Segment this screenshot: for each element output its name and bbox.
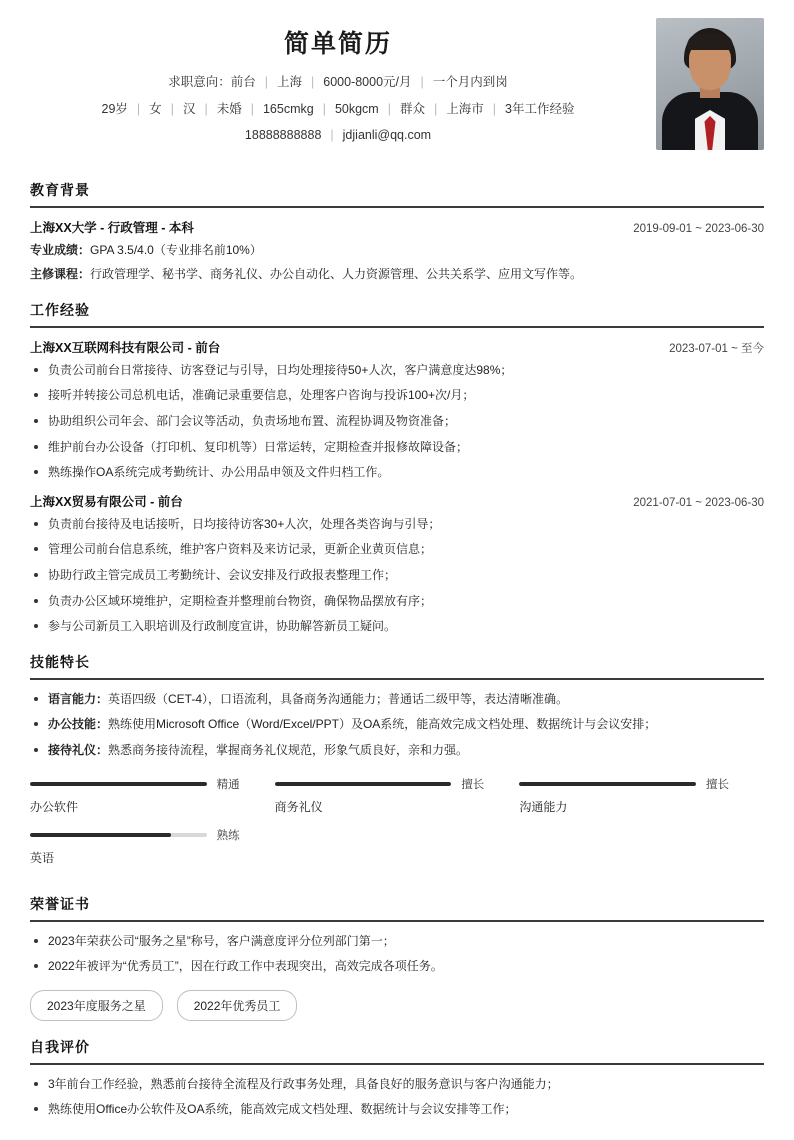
list-item: 接听并转接公司总机电话，准确记录重要信息，处理客户咨询与投诉100+次/月； (30, 386, 764, 405)
list-item: 熟练操作OA系统完成考勤统计、办公用品申领及文件归档工作。 (30, 463, 764, 482)
list-item: 负责前台接待及电话接听，日均接待访客30+人次，处理各类咨询与引导； (30, 515, 764, 534)
status-badge[interactable]: 2023年度服务之星 (30, 990, 163, 1021)
info-ethnicity: 汉 (182, 101, 196, 116)
education-school: 上海XX大学 - 行政管理 - 本科 (30, 220, 194, 235)
list-item: 熟练使用Office办公软件及OA系统，能高效完成文档处理、数据统计与会议安排等工作； (30, 1100, 764, 1119)
divider: | (330, 128, 334, 142)
divider: | (264, 75, 268, 89)
job-company: 上海XX互联网科技有限公司 - 前台 (30, 340, 221, 355)
avatar (656, 18, 764, 150)
experience-job (30, 338, 764, 482)
info-phone: 18888888888 (244, 128, 322, 142)
education-courses (30, 265, 764, 284)
skill-track (30, 833, 207, 837)
skill-label: 办公技能： (48, 717, 109, 732)
header-info-line-1 (30, 74, 646, 92)
skill-bar-row (519, 776, 740, 792)
section-title-experience: 工作经验 (30, 300, 764, 328)
info-political: 群众 (399, 101, 425, 116)
section-honors (30, 894, 764, 1021)
education-gpa-value: GPA 3.5/4.0（专业排名前10%） (90, 242, 262, 257)
education-entry-head (30, 218, 764, 236)
skill-text: 熟悉商务接待流程，掌握商务礼仪规范，形象气质良好，亲和力强。 (108, 743, 469, 757)
section-title-self-evaluation: 自我评价 (30, 1037, 764, 1065)
list-item: 负责办公区域环境维护，定期检查并整理前台物资，确保物品摆放有序； (30, 592, 764, 611)
experience-job (30, 492, 764, 636)
header-main (30, 18, 646, 154)
info-age: 29岁 (101, 101, 128, 116)
info-intent: 求职意向：前台 (168, 75, 256, 89)
job-date: 2023-07-01 ~ 至今 (669, 342, 764, 355)
divider: | (387, 101, 391, 116)
divider: | (170, 101, 174, 116)
skill-bar-row (30, 776, 251, 792)
section-title-skills: 技能特长 (30, 652, 764, 680)
skill-track (275, 782, 452, 786)
list-item: 2023年荣获公司“服务之星”称号，客户满意度评分位列部门第一； (30, 932, 764, 951)
section-title-education: 教育背景 (30, 180, 764, 208)
skill-level: 熟练 (216, 829, 240, 842)
honor-list (30, 932, 764, 976)
job-head (30, 338, 764, 356)
skill-level: 擅长 (705, 778, 729, 791)
skill-bar-item (275, 776, 520, 815)
skill-fill (30, 833, 171, 837)
list-item: 负责公司前台日常接待、访客登记与引导，日均处理接待50+人次，客户满意度达98%； (30, 361, 764, 380)
skill-track (519, 782, 696, 786)
resume-header (30, 18, 764, 164)
skill-bar-item (519, 776, 764, 815)
skill-list (30, 690, 764, 760)
divider: | (136, 101, 141, 116)
info-marital: 未婚 (216, 101, 242, 116)
self-eval-list (30, 1075, 764, 1119)
education-gpa-label: 专业成绩： (30, 242, 91, 257)
list-item: 参与公司新员工入职培训及行政制度宣讲，协助解答新员工疑问。 (30, 617, 764, 636)
list-item: 协助行政主管完成员工考勤统计、会议安排及行政报表整理工作； (30, 566, 764, 585)
skill-bar-item (30, 827, 275, 866)
info-height: 165cmkg (262, 101, 314, 116)
list-item: 3年前台工作经验，熟悉前台接待全流程及行政事务处理，具备良好的服务意识与客户沟通能力； (30, 1075, 764, 1094)
skill-label: 接待礼仪： (48, 743, 109, 757)
job-duty-list (30, 515, 764, 636)
skill-name: 商务礼仪 (274, 799, 323, 814)
list-item: 2022年被评为“优秀员工”，因在行政工作中表现突出，高效完成各项任务。 (30, 957, 764, 976)
divider: | (434, 101, 438, 116)
skill-level: 擅长 (461, 778, 485, 791)
divider: | (311, 75, 315, 89)
divider: | (250, 101, 254, 116)
info-years: 3年工作经验 (505, 101, 575, 116)
info-availability: 一个月内到岗 (432, 75, 508, 89)
divider: | (204, 101, 208, 116)
page-title: 简单简历 (283, 30, 392, 58)
skill-bar-row (30, 827, 251, 843)
info-hometown: 上海市 (446, 101, 484, 116)
skill-name: 办公软件 (30, 799, 79, 814)
status-badge[interactable]: 2022年优秀员工 (177, 990, 298, 1021)
skill-fill (30, 782, 207, 786)
list-item: 协助组织公司年会、部门会议等活动，负责场地布置、流程协调及物资准备； (30, 412, 764, 431)
list-item: 维护前台办公设备（打印机、复印机等）日常运转，定期检查并报修故障设备； (30, 438, 764, 457)
list-item (30, 741, 764, 760)
avatar-hair-front (687, 34, 733, 50)
header-info-line-2 (30, 101, 646, 119)
job-head (30, 492, 764, 510)
skill-name: 沟通能力 (519, 799, 568, 814)
divider: | (322, 101, 326, 116)
info-salary: 6000-8000元/月 (323, 75, 412, 89)
education-courses-value: 行政管理学、秘书学、商务礼仪、办公自动化、人力资源管理、公共关系学、应用文写作等。 (90, 266, 583, 281)
page-bottom-spacer (30, 1126, 764, 1140)
education-courses-label: 主修课程： (30, 266, 91, 281)
skill-bar-row (275, 776, 496, 792)
section-self-evaluation (30, 1037, 764, 1119)
skill-label: 语言能力： (48, 691, 109, 706)
skill-fill (519, 782, 696, 786)
honor-tags (30, 990, 764, 1021)
header-info-line-3 (30, 127, 646, 145)
divider: | (492, 101, 497, 116)
info-weight: 50kgcm (334, 101, 379, 116)
skill-name: 英语 (30, 850, 55, 865)
skill-track (30, 782, 207, 786)
list-item (30, 690, 764, 709)
info-gender: 女 (149, 101, 162, 116)
skill-bar-item (30, 776, 275, 815)
education-date: 2019-09-01 ~ 2023-06-30 (633, 222, 764, 235)
section-education (30, 180, 764, 284)
skill-level: 精通 (216, 778, 240, 791)
skill-fill (275, 782, 452, 786)
section-experience (30, 300, 764, 636)
job-company: 上海XX贸易有限公司 - 前台 (30, 494, 183, 509)
section-title-honors: 荣誉证书 (30, 894, 764, 922)
education-gpa (30, 241, 764, 260)
divider: | (420, 75, 424, 89)
info-city: 上海 (276, 75, 302, 89)
info-email: jdjianli@qq.com (342, 128, 432, 142)
list-item: 管理公司前台信息系统，维护客户资料及来访记录，更新企业黄页信息； (30, 540, 764, 559)
skill-bar-grid (30, 776, 764, 878)
job-date: 2021-07-01 ~ 2023-06-30 (633, 496, 764, 509)
section-skills (30, 652, 764, 878)
skill-text: 熟练使用Microsoft Office（Word/Excel/PPT）及OA系统，能高效完成文档处理、数据统计与会议安排； (108, 717, 657, 732)
skill-text: 英语四级（CET-4），口语流利，具备商务沟通能力；普通话二级甲等，表达清晰准确。 (108, 691, 569, 706)
list-item (30, 715, 764, 734)
job-duty-list (30, 361, 764, 482)
